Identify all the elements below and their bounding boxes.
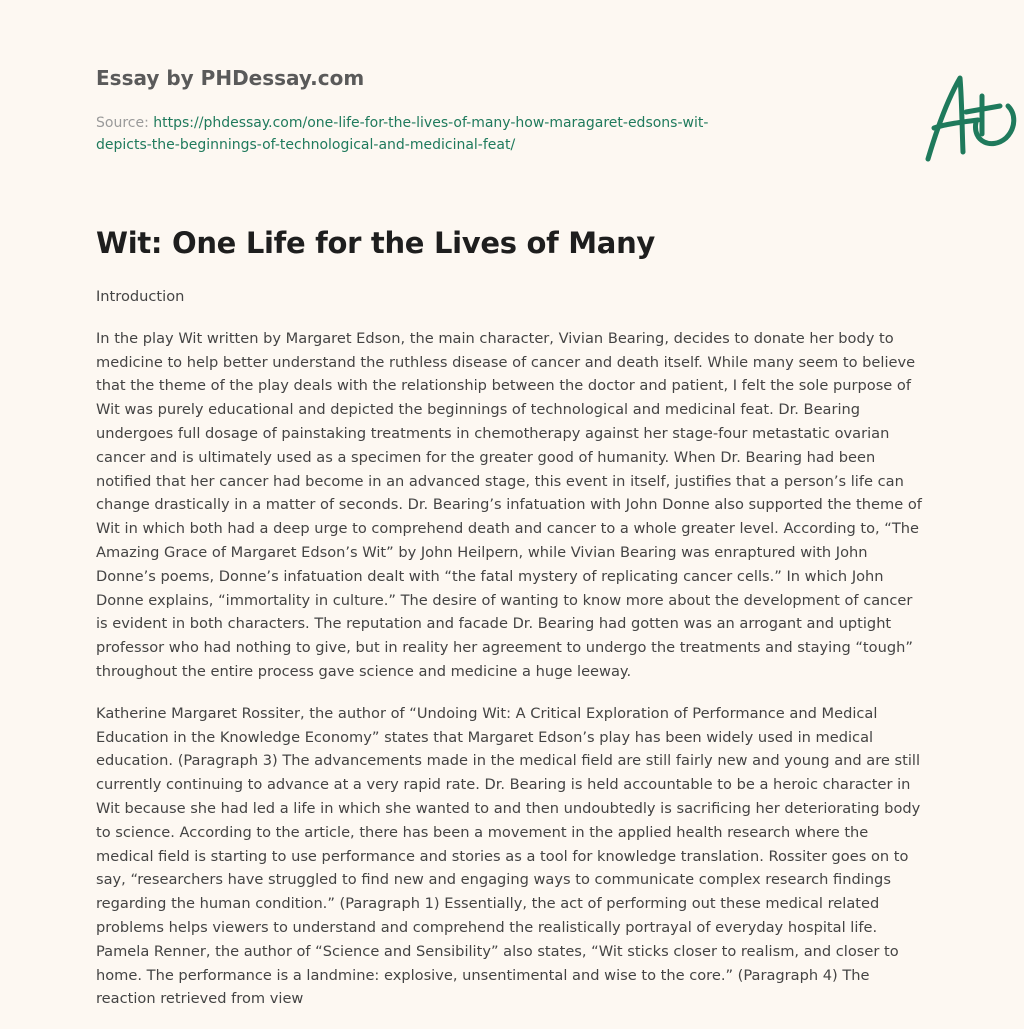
- essay-paragraph-1: In the play Wit written by Margaret Edson, the main character, Vivian Bearing, decides to donate her body to medicine to help better understand the ruthless disease of cancer and death itself. While many seem to believe that the theme of the play deals with the relationship between the doctor and patient, I felt the sole purpose of Wit was purely educational and depicted the beginnings of technological and medicinal feat. Dr. Bearing undergoes full dosage of painstaking treatments in chemotherapy against her stage-four metastatic ovarian cancer and is ultimately used as a specimen for the greater good of humanity. When Dr. Bearing had been notified that her cancer had become in an advanced stage, this event in itself, justifies that a person’s life can change drastically in a matter of seconds. Dr. Bearing’s infatuation with John Donne also supported the theme of Wit in which both had a deep urge to comprehend death and cancer to a whole greater level. According to, “The Amazing Grace of Margaret Edson’s Wit” by John Heilpern, while Vivian Bearing was enraptured with John Donne’s poems, Donne’s infatuation dealt with “the fatal mystery of replicating cancer cells.” In which John Donne explains, “immortality in culture.” The desire of wanting to know more about the development of cancer is evident in both characters. The reputation and facade Dr. Bearing had gotten was an arrogant and uptight professor who had nothing to give, but in reality her agreement to undergo the treatments and staying “tough” throughout the entire process gave science and medicine a huge leeway.: [96, 329, 922, 680]
- source-link[interactable]: [96, 115, 708, 153]
- source-link-line-2: depicts-the-beginnings-of-technological-and-medicinal-feat/: [96, 137, 516, 153]
- source-link-line-1: https://phdessay.com/one-life-for-the-lives-of-many-how-maragaret-edsons-wit-: [153, 115, 709, 131]
- source-label: Source:: [96, 115, 149, 131]
- essay-body: [96, 285, 928, 1029]
- essay-paragraph-2: Katherine Margaret Rossiter, the author of “Undoing Wit: A Critical Exploration of Performance and Medical Education in the Knowledge Economy” states that Margaret Edson’s play has been widely used in medical education. (Paragraph 3) The advancements made in the medical field are still fairly new and young and are still currently continuing to advance at a very rapid rate. Dr. Bearing is held accountable to be a heroic character in Wit because she had led a life in which she wanted to and then undoubtedly is sacrificing her deteriorating body to science. According to the article, there has been a movement in the applied health research where the medical field is starting to use performance and stories as a tool for knowledge translation. Rossiter goes on to say, “researchers have struggled to find new and engaging ways to communicate complex research findings regarding the human condition.” (Paragraph 1) Essentially, the act of performing out these medical related problems helps viewers to understand and comprehend the realistically portrayal of everyday hospital life. Pamela Renner, the author of “Science and Sensibility” also states, “Wit sticks closer to realism, and closer to home. The performance is a landmine: explosive, unsentimental and wise to the core.” (Paragraph 4) The reaction retrieved from view: [96, 704, 921, 1008]
- source-line: [96, 112, 796, 156]
- section-heading: Introduction: [96, 288, 185, 305]
- essay-title: Wit: One Life for the Lives of Many: [96, 226, 656, 260]
- site-brand: Essay by PHDessay.com: [96, 66, 365, 90]
- a-plus-logo-icon: [920, 66, 1024, 166]
